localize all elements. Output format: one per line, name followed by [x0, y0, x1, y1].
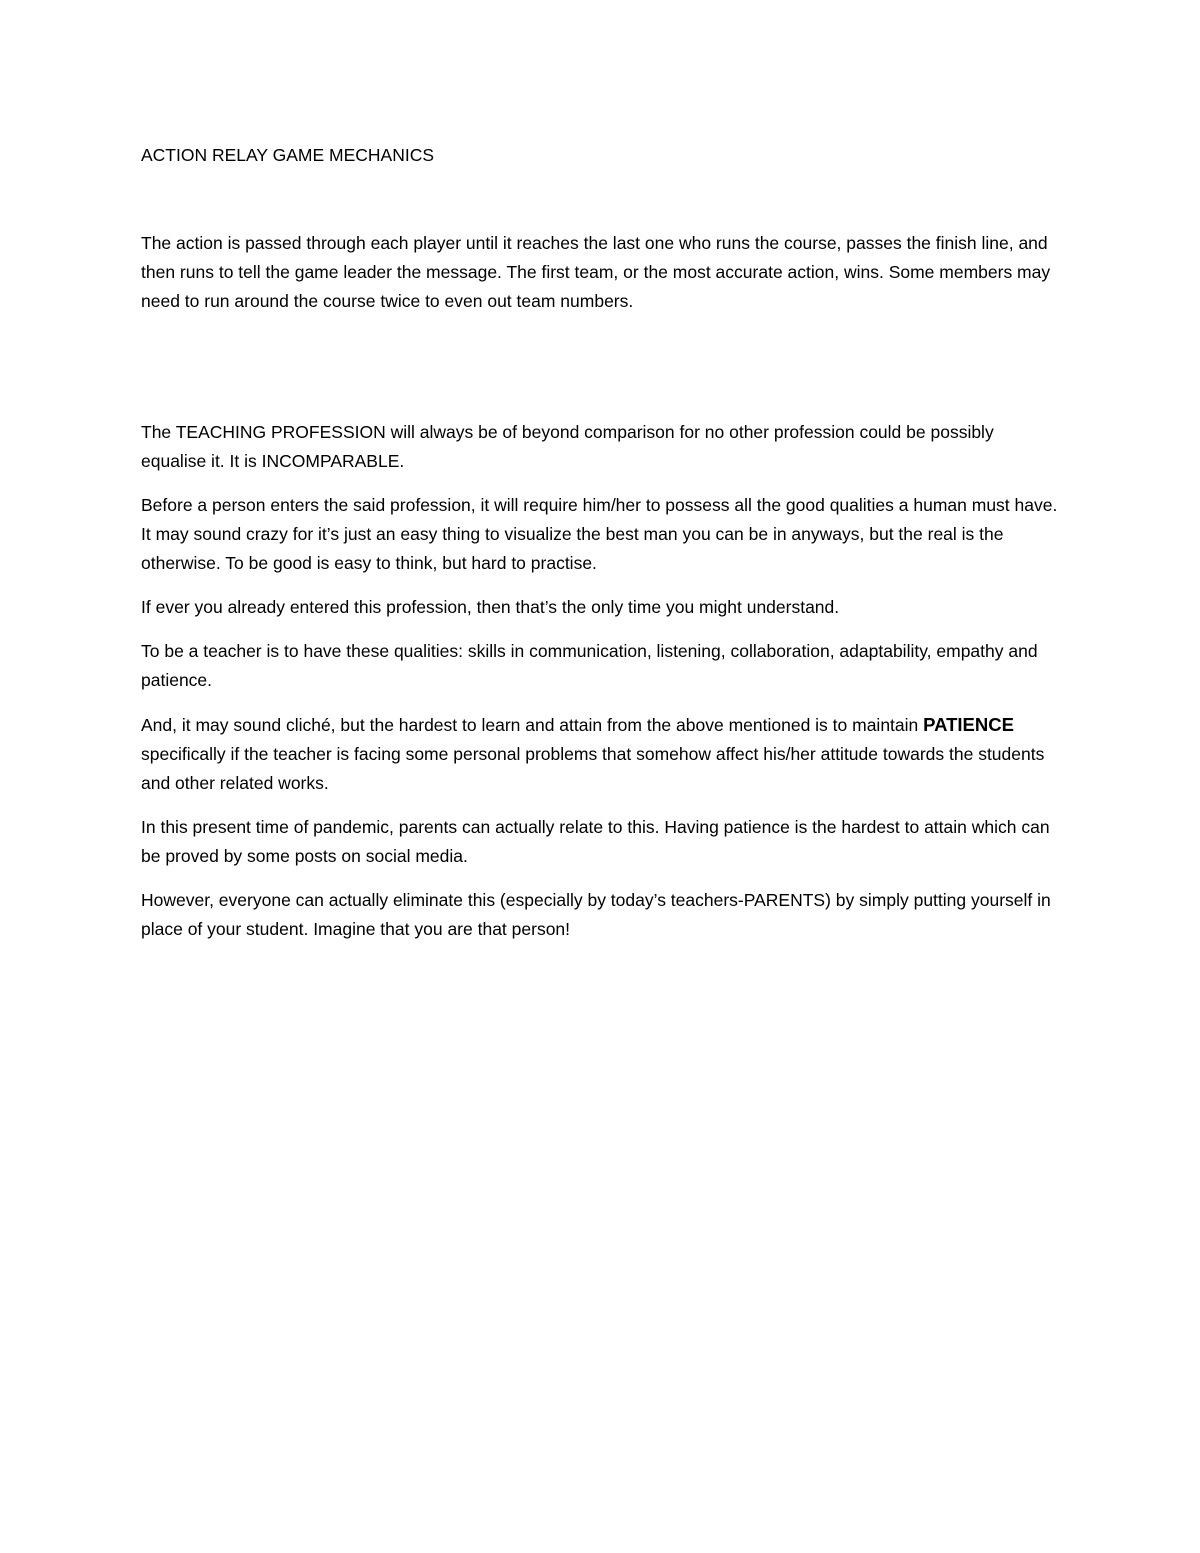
paragraph-patience	[141, 710, 1061, 798]
patience-emphasis: PATIENCE	[923, 714, 1014, 735]
document-title: ACTION RELAY GAME MECHANICS	[141, 145, 435, 165]
patience-text-after: specifically if the teacher is facing some personal problems that somehow affect his/her attitude towards the students and other related works.	[141, 744, 1045, 793]
paragraph-teacher-qualities: To be a teacher is to have these qualities: skills in communication, listening, collaboration, adaptability, empathy and patience.	[141, 641, 1038, 690]
paragraph-if-ever: If ever you already entered this profession, then that’s the only time you might understand.	[141, 597, 840, 617]
paragraph-teaching-profession: The TEACHING PROFESSION will always be of beyond comparison for no other profession could be possibly equalise it. It is INCOMPARABLE.	[141, 422, 994, 471]
paragraph-before-entering: Before a person enters the said profession, it will require him/her to possess all the good qualities a human must have. It may sound crazy for it’s just an easy thing to visualize the best man you can be in anyways, but the real is the otherwise. To be good is easy to think, but hard to practise.	[141, 495, 1058, 573]
paragraph-action-relay: The action is passed through each player until it reaches the last one who runs the course, passes the finish line, and then runs to tell the game leader the message. The first team, or the most accurate action, wins. Some members may need to run around the course twice to even out team numbers.	[141, 233, 1051, 311]
document-body	[141, 141, 1061, 959]
paragraph-however: However, everyone can actually eliminate this (especially by today’s teachers-PARENTS) by simply putting yourself in place of your student. Imagine that you are that person!	[141, 890, 1051, 939]
patience-text-before: And, it may sound cliché, but the hardest to learn and attain from the above mentioned is to maintain	[141, 715, 924, 735]
paragraph-pandemic: In this present time of pandemic, parents can actually relate to this. Having patience is the hardest to attain which can be proved by some posts on social media.	[141, 817, 1050, 866]
